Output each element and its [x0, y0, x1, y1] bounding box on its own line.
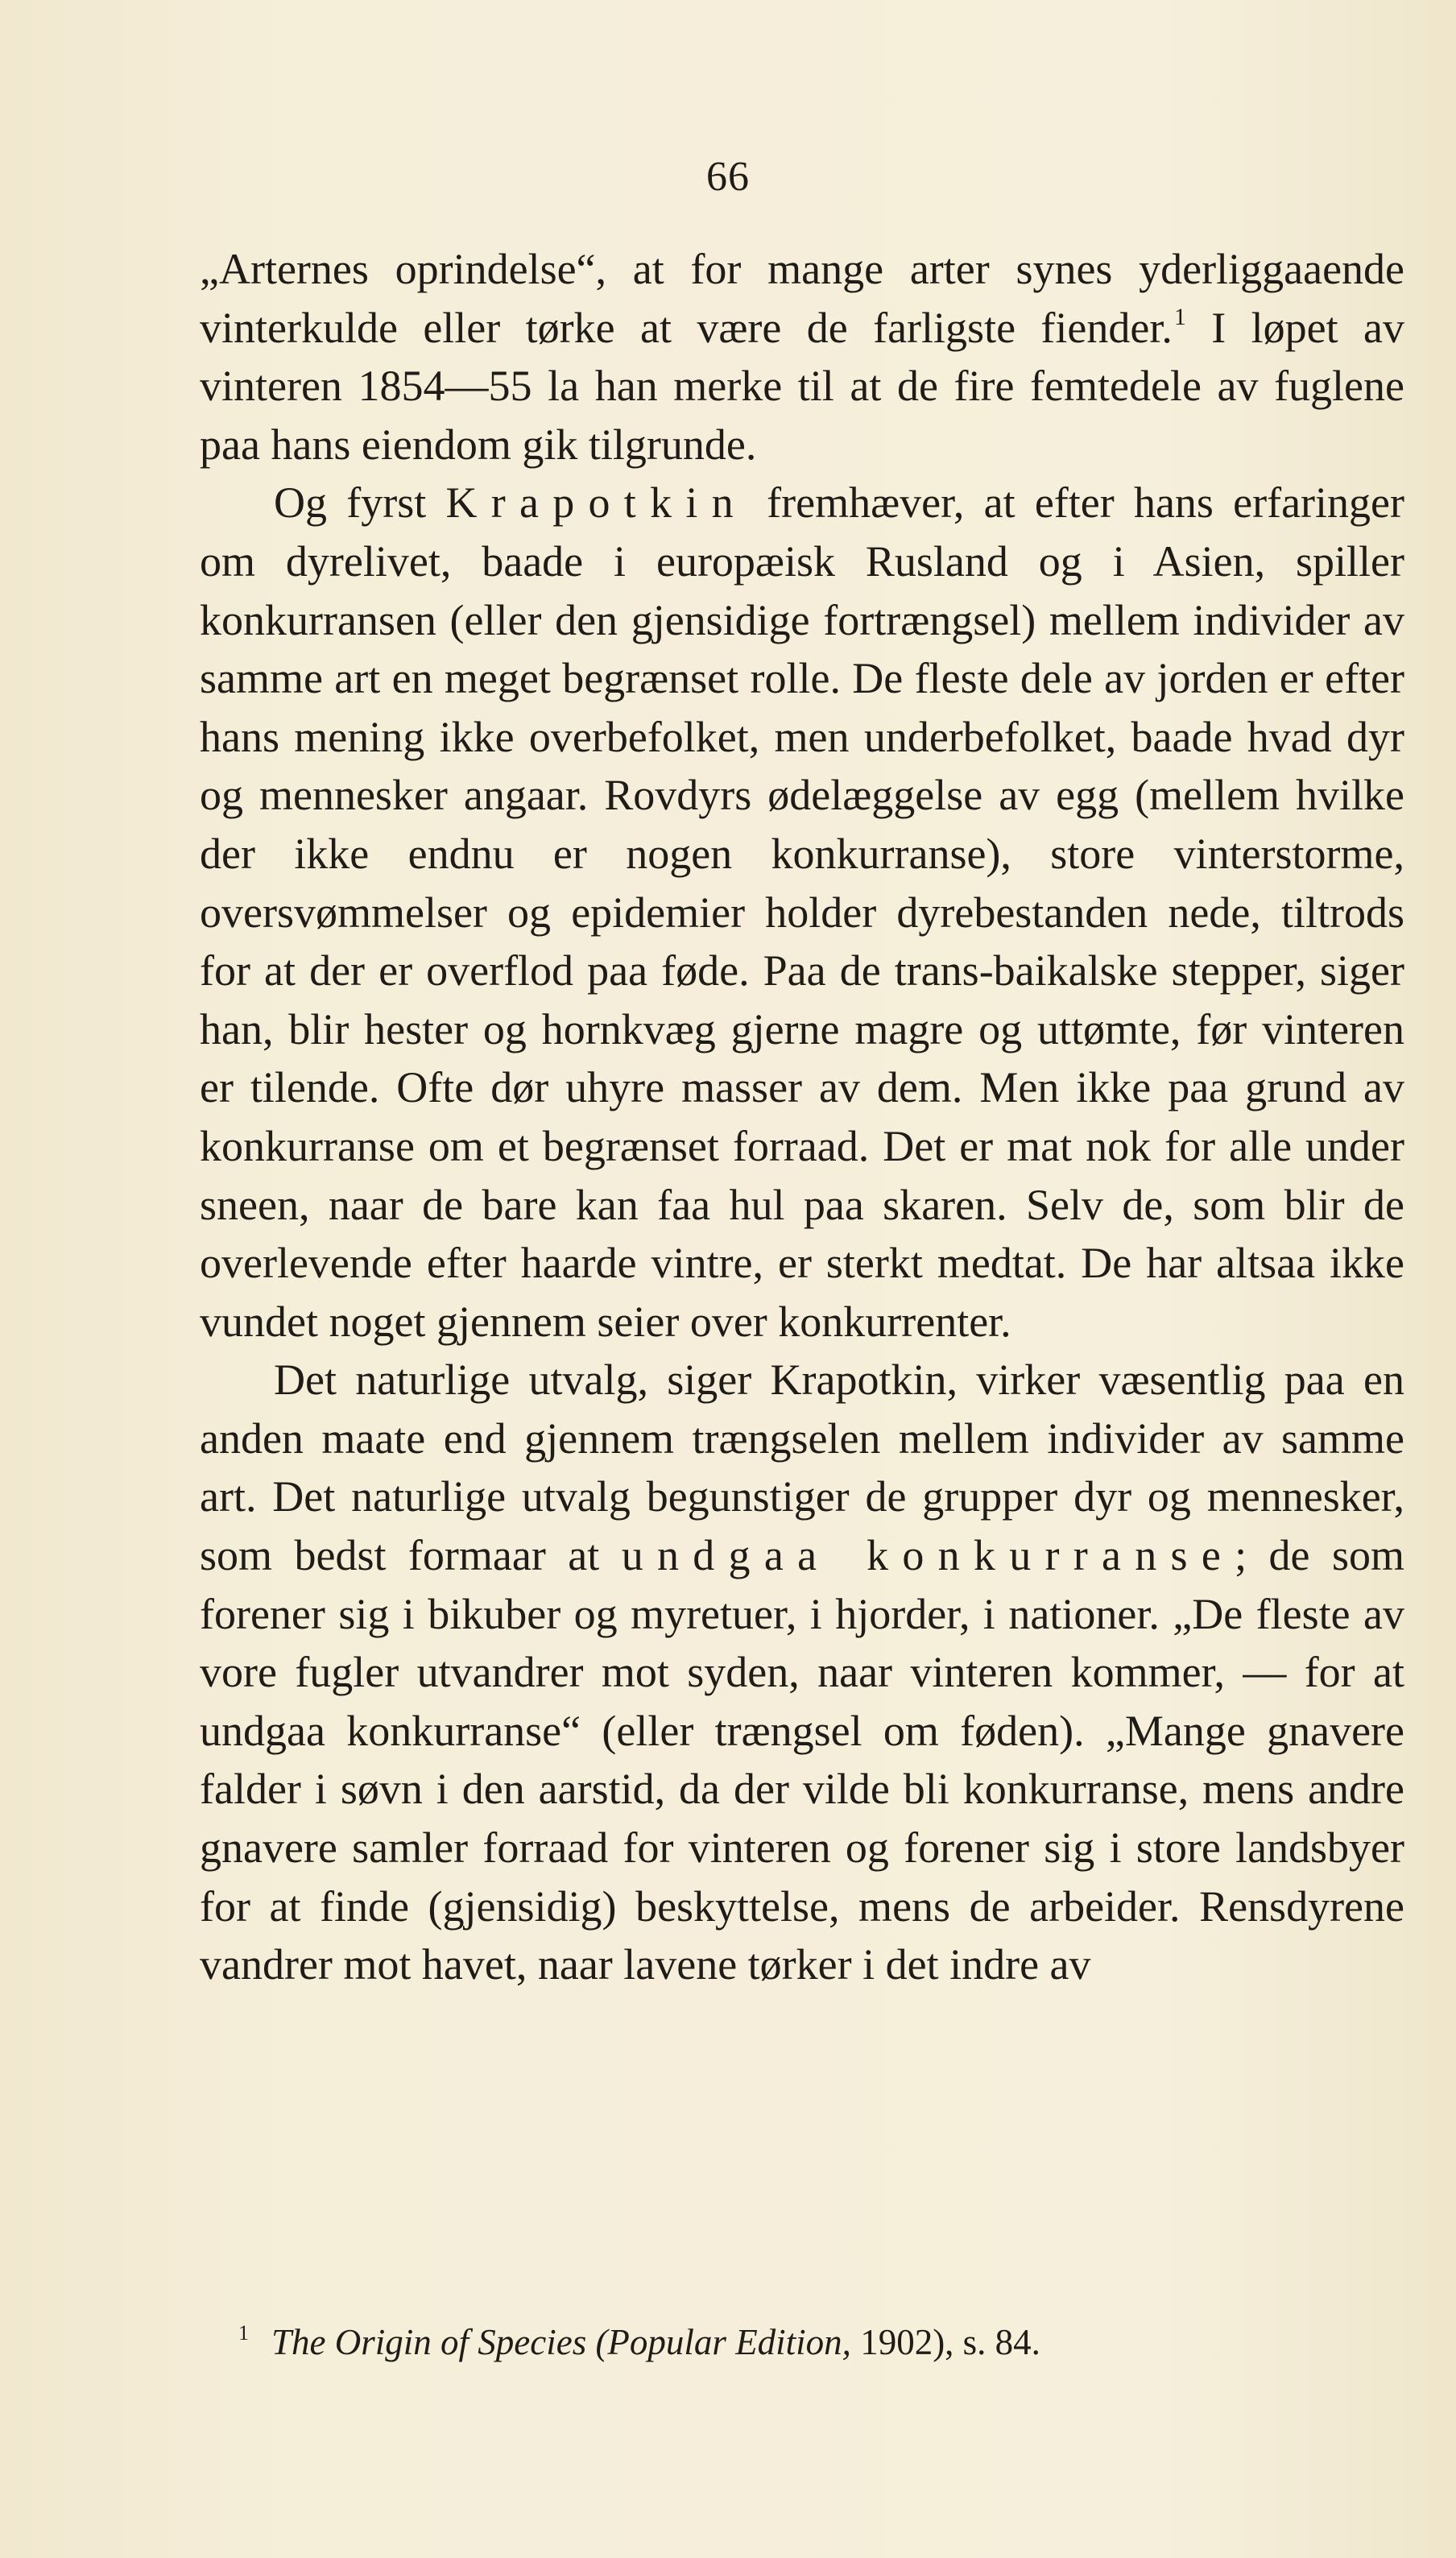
footnote: [238, 2318, 1366, 2366]
page-number: 66: [706, 154, 750, 200]
spaced-emphasis: undgaa konkurranse: [621, 1531, 1235, 1580]
footnote-marker: 1: [238, 2321, 249, 2345]
paragraph-text: ; de som forener sig i bikuber og myretuer, i hjorder, i nationer. „De fleste av vore fugler utvandrer mot syden, naar vinteren kommer, — for at undgaa konkurranse“ (eller trængsel om føden). „Mange gnavere falder i søvn i den aarstid, da der vilde bli konkurranse, mens andre gnavere samler forraad for vinteren og forener sig i store landsbyer for at finde (gjensidig) beskyttelse, mens de arbeider. Rensdyrene vandrer mot havet, naar lavene tørker i det indre av: [200, 1531, 1404, 1989]
paragraph: [200, 240, 1404, 474]
paragraph: [200, 1351, 1404, 1994]
paragraph-text: Det naturlige utvalg, siger Krapotkin, virker væsentlig paa en anden maate end gjennem trængselen mellem individer av samme art. Det naturlige utvalg begunstiger de grupper dyr og mennesker, som bedst formaar at: [200, 1356, 1404, 1580]
spaced-emphasis: Krapotkin: [445, 478, 747, 528]
paragraph-text: „Arternes oprindelse“, at for mange arter synes yderliggaaende vinterkulde eller tørke at være de farligste fiender.: [200, 245, 1404, 352]
footnote-citation: 1902), s. 84.: [850, 2322, 1040, 2362]
paragraph-text: fremhæver, at efter hans erfaringer om dyrelivet, baade i europæisk Rusland og i Asien, spiller konkurransen (eller den gjensidige fortrængsel) mellem individer av samme art en meget begrænset rolle. De fleste dele av jorden er efter hans mening ikke overbefolket, men underbefolket, baade hvad dyr og mennesker angaar. Rovdyrs ødelæggelse av egg (mellem hvilke der ikke endnu er nogen konkurranse), store vinterstorme, oversvømmelser og epidemier holder dyrebestanden nede, tiltrods for at der er overflod paa føde. Paa de trans-baikalske stepper, siger han, blir hester og hornkvæg gjerne magre og uttømte, før vinteren er tilende. Ofte dør uhyre masser av dem. Men ikke paa grund av konkurranse om et begrænset forraad. Det er mat nok for alle under sneen, naar de bare kan faa hul paa skaren. Selv de, som blir de overlevende efter haarde vintre, er sterkt medtat. De har altsaa ikke vundet noget gjennem seier over konkurrenter.: [200, 478, 1404, 1346]
footnote-book-title: The Origin of Species (Popular Edition,: [271, 2322, 851, 2362]
paragraph: [200, 474, 1404, 1351]
footnote-reference: 1: [1173, 303, 1186, 330]
body-text: [200, 240, 1404, 1994]
paragraph-text: Og fyrst: [274, 478, 446, 528]
paragraph-text: I løpet av vinteren 1854—55 la han merke til at de fire femtedele av fuglene paa hans eiendom gik tilgrunde.: [200, 303, 1404, 469]
